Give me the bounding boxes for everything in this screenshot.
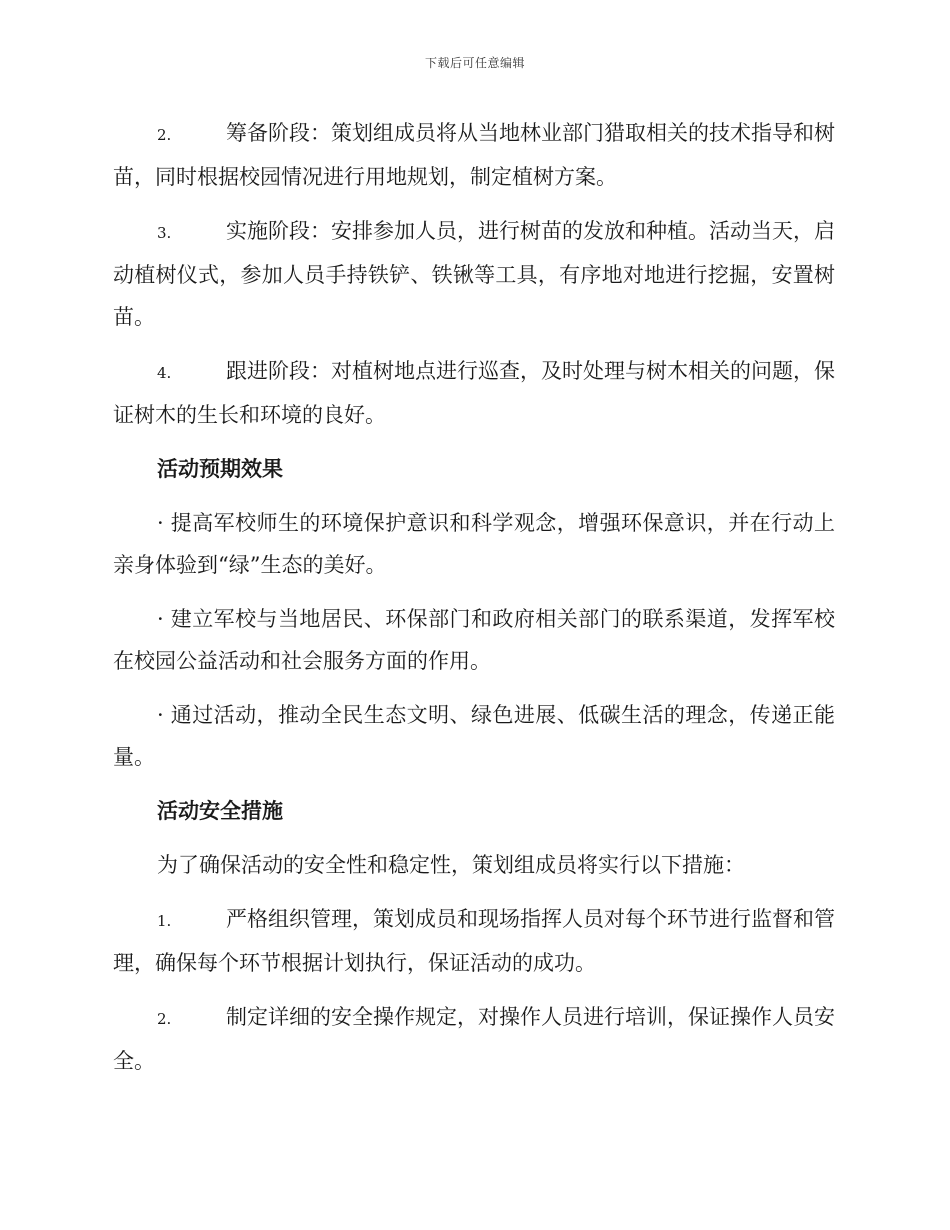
numbered-item	[113, 210, 835, 338]
document-body	[113, 112, 835, 1094]
item-text: 筹备阶段：策划组成员将从当地林业部门猎取相关的技术指导和树苗，同时根据校园情况进行用地规划，制定植树方案。	[113, 121, 835, 189]
bullet-item: · 提高军校师生的环境保护意识和科学观念，增强环保意识，并在行动上亲身体验到“绿”生态的美好。	[113, 511, 835, 577]
page-header: 下载后可任意编辑	[424, 56, 525, 70]
item-number: 4.	[157, 364, 172, 382]
item-text: 跟进阶段：对植树地点进行巡查，及时处理与树木相关的问题，保证树木的生长和环境的良好。	[113, 359, 835, 427]
numbered-item	[113, 112, 835, 198]
safety-intro: 为了确保活动的安全性和稳定性，策划组成员将实行以下措施：	[157, 853, 745, 877]
bullet-item: · 建立军校与当地居民、环保部门和政府相关部门的联系渠道，发挥军校在校园公益活动和社会服务方面的作用。	[113, 607, 835, 673]
bullet-item: · 通过活动，推动全民生态文明、绿色进展、低碳生活的理念，传递正能量。	[113, 703, 835, 769]
item-number: 1.	[157, 912, 172, 930]
section-heading-effects: 活动预期效果	[157, 456, 283, 481]
item-text: 制定详细的安全操作规定，对操作人员进行培训，保证操作人员安全。	[113, 1005, 835, 1073]
numbered-item	[113, 350, 835, 436]
item-text: 实施阶段：安排参加人员，进行树苗的发放和种植。活动当天，启动植树仪式，参加人员手持铁铲、铁锹等工具，有序地对地进行挖掘，安置树苗。	[113, 219, 835, 329]
item-number: 3.	[157, 224, 172, 242]
numbered-item	[113, 996, 835, 1082]
numbered-item	[113, 898, 835, 984]
item-text: 严格组织管理，策划成员和现场指挥人员对每个环节进行监督和管理，确保每个环节根据计划执行，保证活动的成功。	[113, 907, 835, 975]
item-number: 2.	[157, 126, 172, 144]
section-heading-safety: 活动安全措施	[157, 798, 283, 823]
item-number: 2.	[157, 1010, 172, 1028]
